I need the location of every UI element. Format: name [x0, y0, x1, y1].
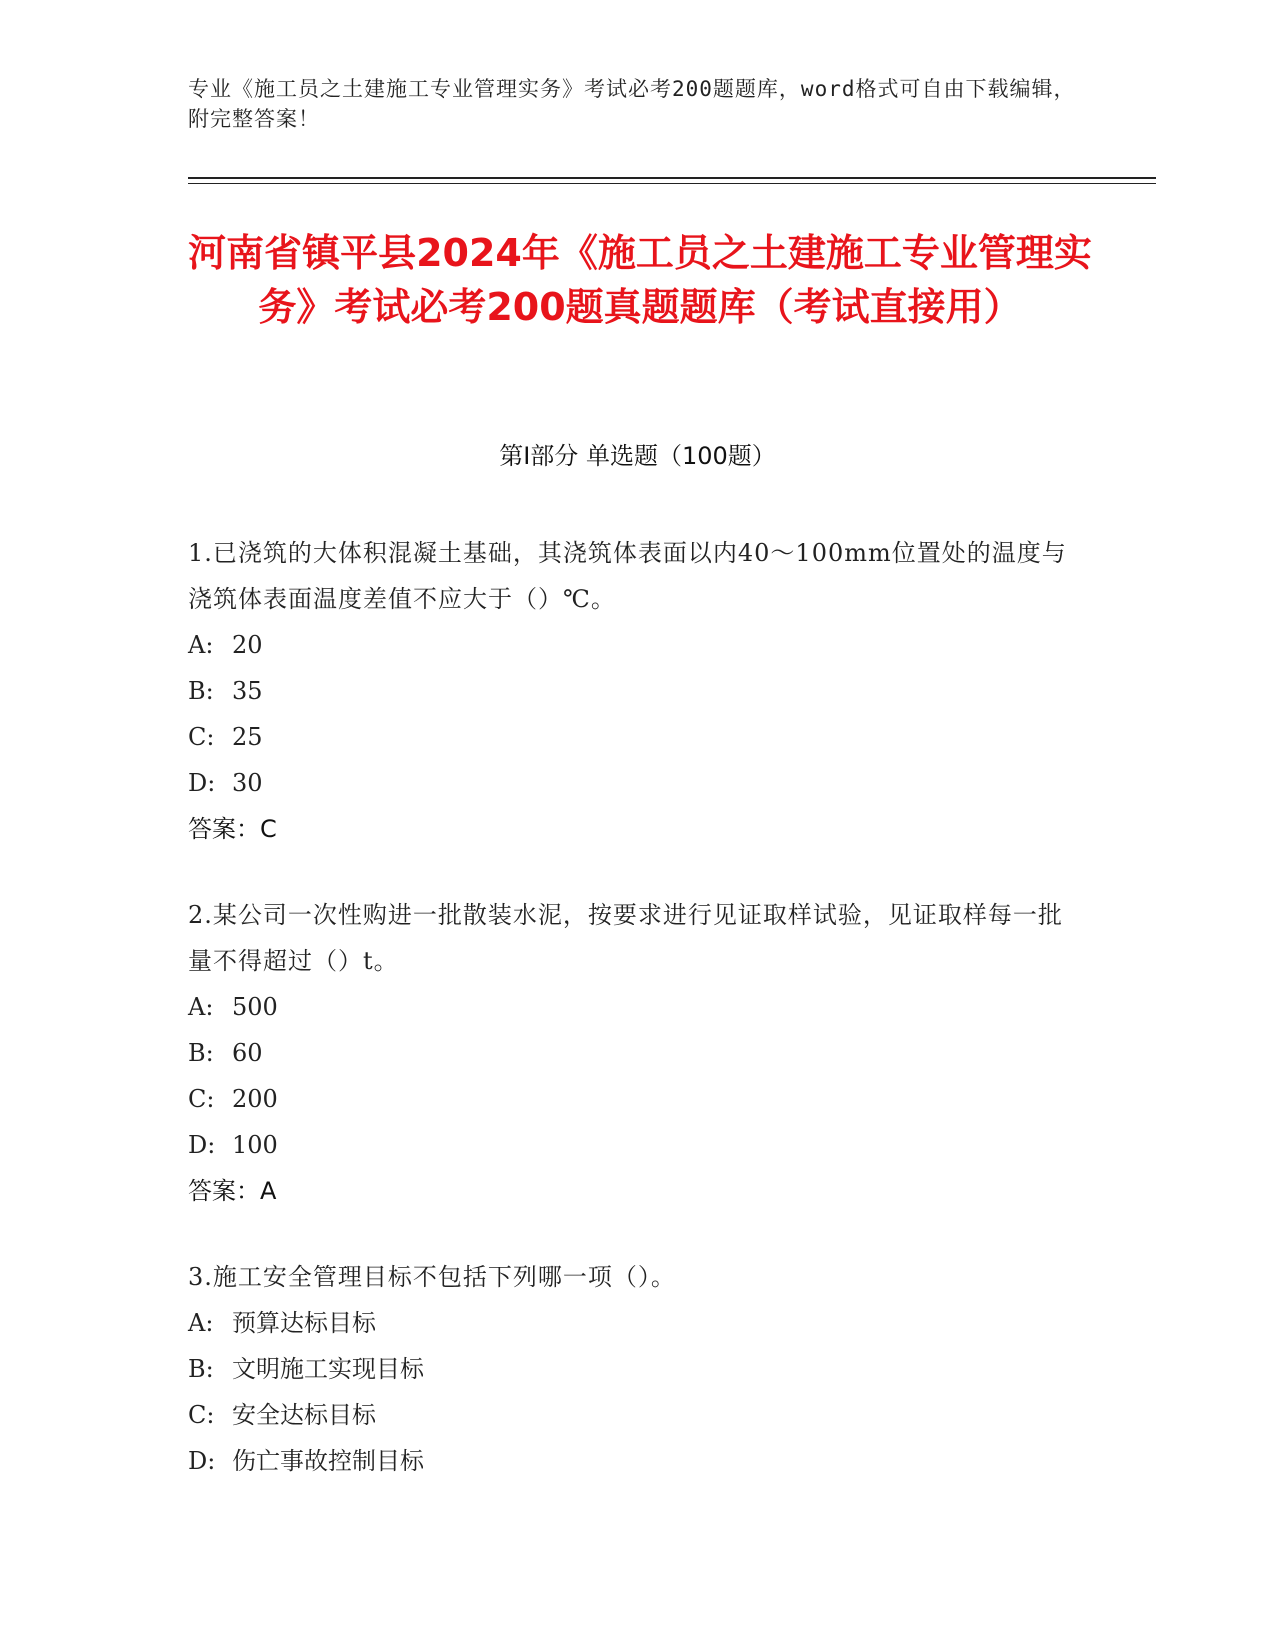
option-d: [188, 1438, 1068, 1484]
option-c: [188, 714, 1068, 760]
option-a: [188, 622, 1068, 668]
question-1: [188, 530, 1068, 852]
option-letter: A:: [188, 631, 214, 659]
question-stem: 3.施工安全管理目标不包括下列哪一项（）。: [188, 1263, 676, 1291]
option-text: 30: [232, 769, 263, 797]
option-letter: A:: [188, 993, 214, 1021]
option-letter: D:: [188, 769, 216, 797]
option-text: 20: [232, 631, 263, 659]
header-note: 专业《施工员之土建施工专业管理实务》考试必考200题题库，word格式可自由下载编辑，附完整答案！: [188, 77, 1076, 131]
question-3: [188, 1254, 1068, 1484]
option-letter: D:: [188, 1131, 216, 1159]
option-letter: B:: [188, 1039, 214, 1067]
option-text: 伤亡事故控制目标: [232, 1447, 424, 1475]
option-c: [188, 1392, 1068, 1438]
answer: 答案：C: [188, 815, 277, 843]
answer: 答案：A: [188, 1177, 277, 1205]
question-stem: 2.某公司一次性购进一批散装水泥，按要求进行见证取样试验，见证取样每一批量不得超过（）t。: [188, 901, 1063, 975]
option-text: 预算达标目标: [232, 1309, 376, 1337]
option-text: 文明施工实现目标: [232, 1355, 424, 1383]
option-d: [188, 760, 1068, 806]
option-a: [188, 984, 1068, 1030]
option-b: [188, 1346, 1068, 1392]
option-c: [188, 1076, 1068, 1122]
option-text: 200: [232, 1085, 278, 1113]
option-text: 安全达标目标: [232, 1401, 376, 1429]
header-divider-thick: [188, 177, 1156, 179]
question-stem: 1.已浇筑的大体积混凝土基础，其浇筑体表面以内40～100mm位置处的温度与浇筑体表面温度差值不应大于（）℃。: [188, 539, 1067, 613]
option-b: [188, 1030, 1068, 1076]
option-text: 500: [232, 993, 278, 1021]
section-heading: 第Ⅰ部分 单选题（100题）: [499, 442, 776, 470]
question-list: [188, 530, 1068, 1524]
document-title: 河南省镇平县2024年《施工员之土建施工专业管理实务》考试必考200题真题题库（考试直接用）: [188, 231, 1092, 329]
option-b: [188, 668, 1068, 714]
option-text: 60: [232, 1039, 263, 1067]
option-text: 35: [232, 677, 263, 705]
option-a: [188, 1300, 1068, 1346]
question-2: [188, 892, 1068, 1214]
option-letter: C:: [188, 1401, 215, 1429]
option-d: [188, 1122, 1068, 1168]
option-text: 25: [232, 723, 263, 751]
option-letter: C:: [188, 1085, 215, 1113]
header-divider-thin: [188, 183, 1156, 184]
option-letter: A:: [188, 1309, 214, 1337]
option-text: 100: [232, 1131, 278, 1159]
option-letter: D:: [188, 1447, 216, 1475]
option-letter: B:: [188, 677, 214, 705]
option-letter: C:: [188, 723, 215, 751]
option-letter: B:: [188, 1355, 214, 1383]
